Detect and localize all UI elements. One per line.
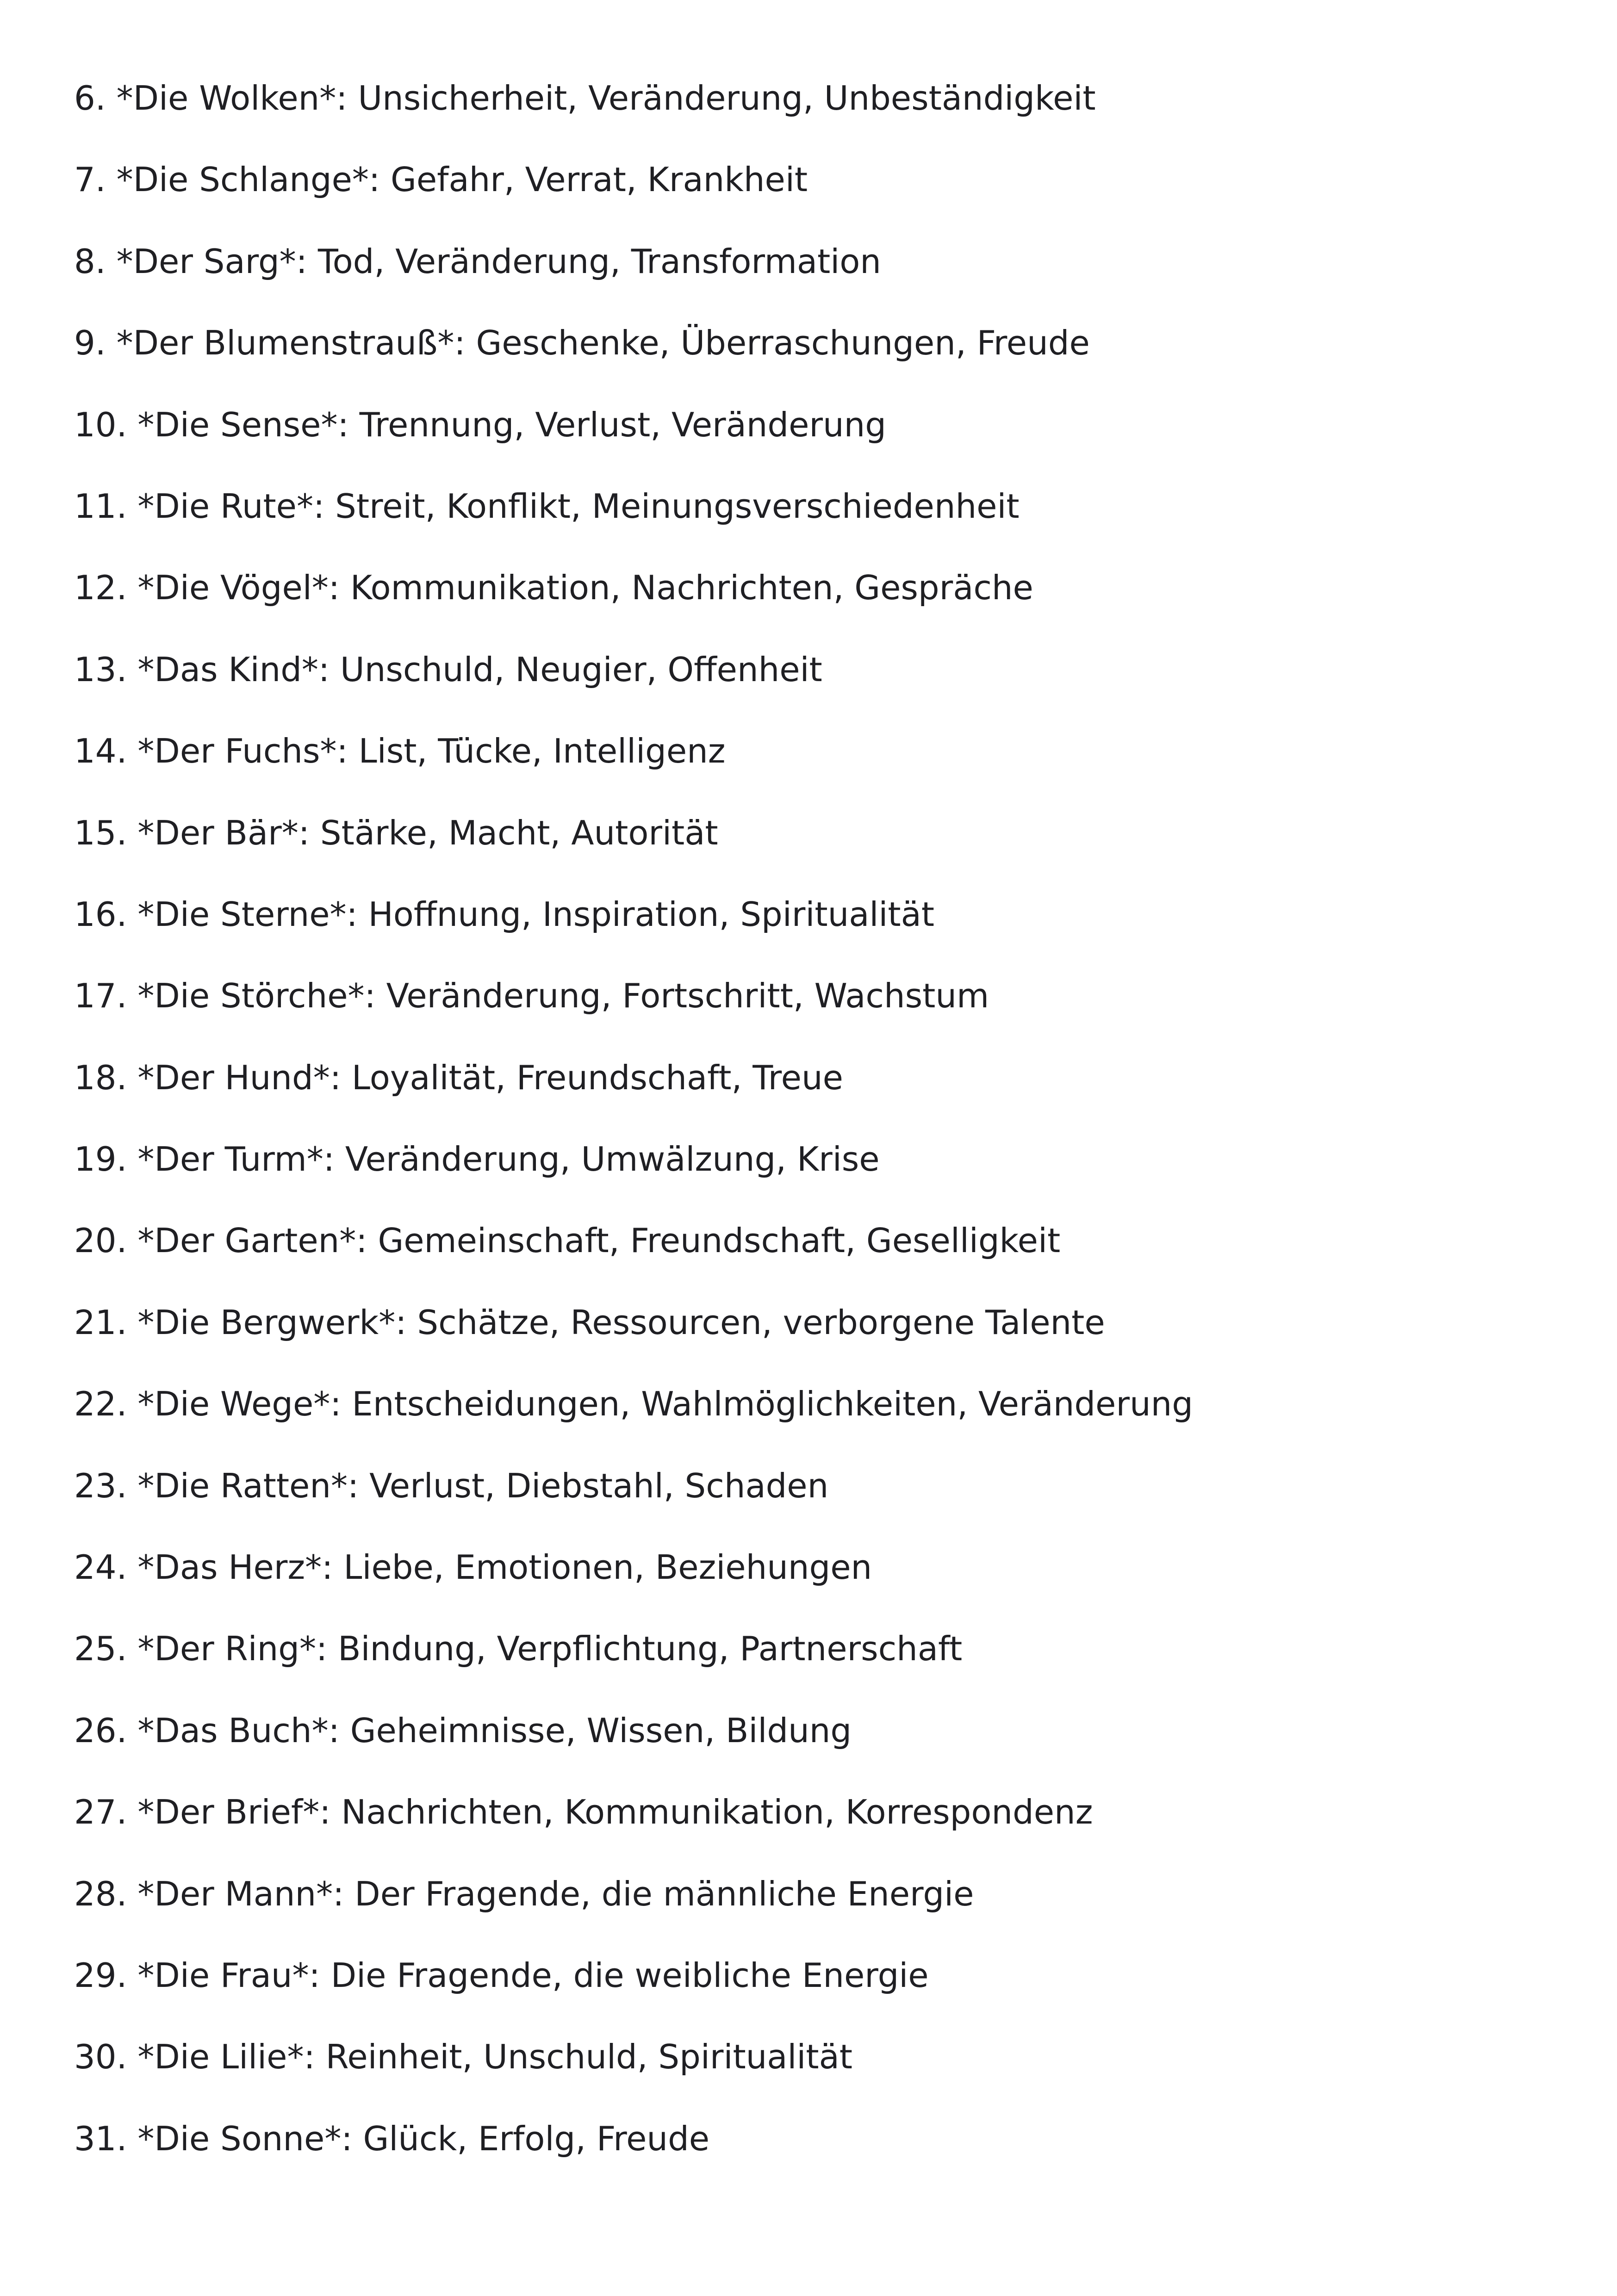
list-item: 28. *Der Mann*: Der Fragende, die männliche Energie [74, 1874, 974, 1913]
list-item: 27. *Der Brief*: Nachrichten, Kommunikation, Korrespondenz [74, 1793, 1093, 1832]
list-item: 25. *Der Ring*: Bindung, Verpflichtung, Partnerschaft [74, 1629, 963, 1669]
list-item: 9. *Der Blumenstrauß*: Geschenke, Überraschungen, Freude [74, 323, 1090, 363]
list-item: 16. *Die Sterne*: Hoffnung, Inspiration, Spiritualität [74, 894, 934, 934]
list-item: 14. *Der Fuchs*: List, Tücke, Intelligenz [74, 732, 726, 771]
list-item: 26. *Das Buch*: Geheimnisse, Wissen, Bildung [74, 1711, 852, 1750]
list-item: 17. *Die Störche*: Veränderung, Fortschritt, Wachstum [74, 976, 989, 1016]
list-item: 30. *Die Lilie*: Reinheit, Unschuld, Spiritualität [74, 2037, 853, 2077]
list-item: 8. *Der Sarg*: Tod, Veränderung, Transformation [74, 242, 881, 281]
list-item: 6. *Die Wolken*: Unsicherheit, Veränderung, Unbeständigkeit [74, 79, 1096, 118]
list-item: 22. *Die Wege*: Entscheidungen, Wahlmöglichkeiten, Veränderung [74, 1384, 1193, 1424]
list-item: 21. *Die Bergwerk*: Schätze, Ressourcen, verborgene Talente [74, 1303, 1105, 1342]
list-item: 10. *Die Sense*: Trennung, Verlust, Veränderung [74, 405, 886, 444]
list-item: 20. *Der Garten*: Gemeinschaft, Freundschaft, Geselligkeit [74, 1221, 1061, 1260]
list-item: 23. *Die Ratten*: Verlust, Diebstahl, Schaden [74, 1466, 829, 1505]
list-item: 11. *Die Rute*: Streit, Konflikt, Meinungsverschiedenheit [74, 486, 1020, 526]
card-meaning-list [74, 74, 1193, 2196]
list-item: 18. *Der Hund*: Loyalität, Freundschaft, Treue [74, 1058, 843, 1097]
list-item: 13. *Das Kind*: Unschuld, Neugier, Offenheit [74, 650, 822, 689]
list-item: 24. *Das Herz*: Liebe, Emotionen, Beziehungen [74, 1548, 872, 1587]
list-item: 29. *Die Frau*: Die Fragende, die weibliche Energie [74, 1955, 929, 1995]
list-item: 7. *Die Schlange*: Gefahr, Verrat, Krankheit [74, 160, 808, 199]
list-item: 31. *Die Sonne*: Glück, Erfolg, Freude [74, 2119, 710, 2158]
list-item: 15. *Der Bär*: Stärke, Macht, Autorität [74, 813, 718, 852]
list-item: 19. *Der Turm*: Veränderung, Umwälzung, Krise [74, 1140, 880, 1179]
list-item: 12. *Die Vögel*: Kommunikation, Nachrichten, Gespräche [74, 568, 1033, 608]
